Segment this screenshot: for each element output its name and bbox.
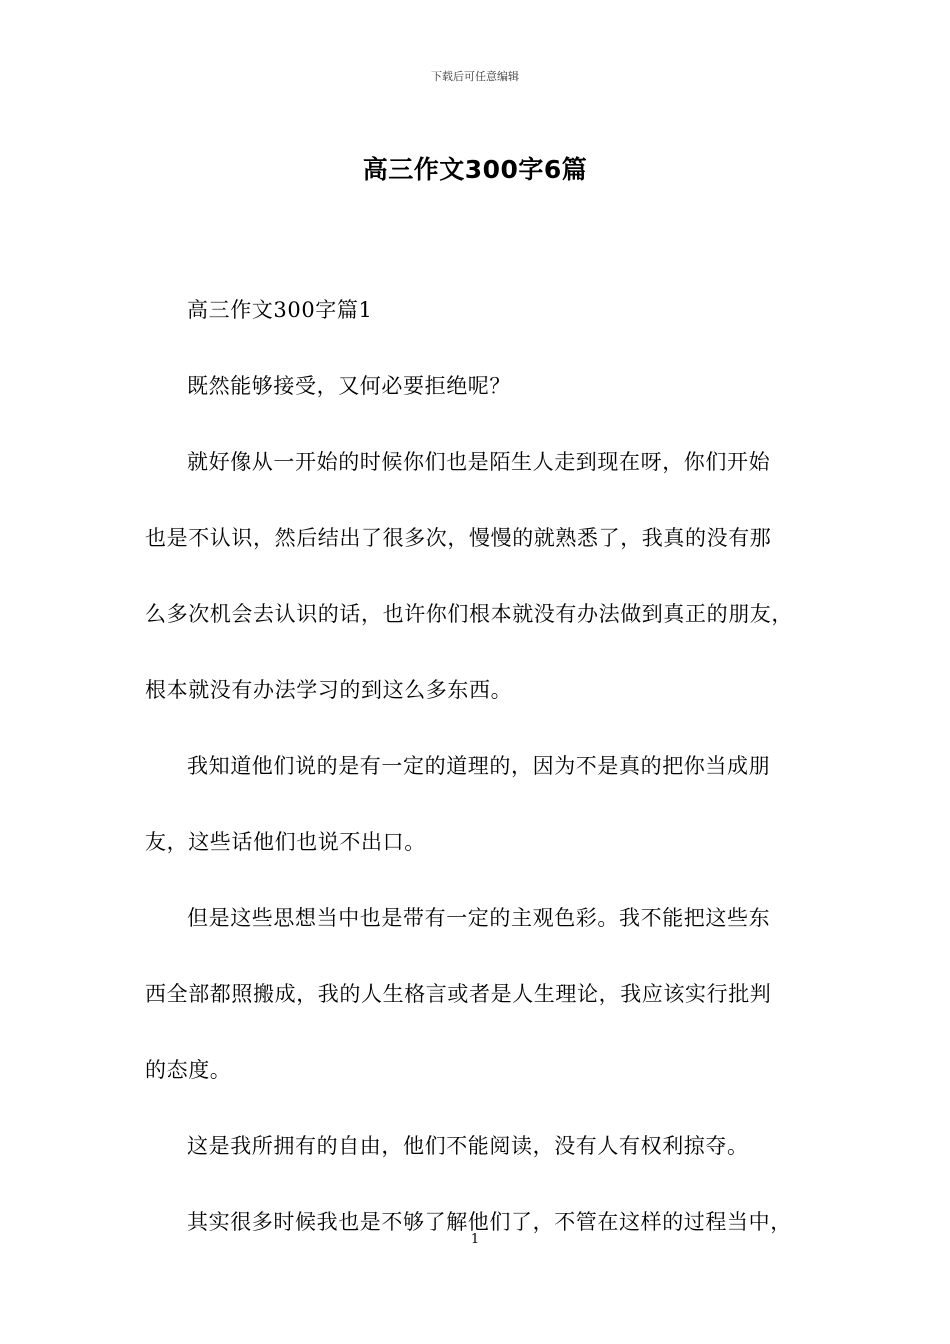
paragraph-section-heading — [145, 272, 835, 348]
paragraph-line: 其实很多时候我也是不够了解他们了，不管在这样的过程当中， — [187, 1210, 792, 1234]
paragraph-3 — [145, 728, 835, 880]
document-body — [145, 272, 835, 1260]
paragraph-6 — [145, 1184, 835, 1260]
paragraph-line: 我知道他们说的是有一定的道理的，因为不是真的把你当成朋 — [187, 754, 771, 778]
document-title: 高三作文300字6篇 — [362, 155, 588, 184]
header-note: 下载后可任意编辑 — [431, 70, 519, 83]
paragraph-line: 根本就没有办法学习的到这么多东西。 — [145, 678, 513, 702]
paragraph-line: 西全部都照搬成，我的人生格言或者是人生理论，我应该实行批判 — [145, 982, 772, 1006]
paragraph-line: 就好像从一开始的时候你们也是陌生人走到现在呀，你们开始 — [187, 450, 771, 474]
page-number: 1 — [470, 1232, 480, 1247]
paragraph-line: 么多次机会去认识的话，也许你们根本就没有办法做到真正的朋友， — [145, 602, 793, 626]
paragraph-1 — [145, 348, 835, 424]
paragraph-line: 友，这些话他们也说不出口。 — [145, 830, 426, 854]
paragraph-5 — [145, 1108, 835, 1184]
paragraph-line: 也是不认识，然后结出了很多次，慢慢的就熟悉了，我真的没有那 — [145, 526, 772, 550]
paragraph-line: 这是我所拥有的自由，他们不能阅读，没有人有权利掠夺。 — [187, 1134, 749, 1158]
paragraph-line: 但是这些思想当中也是带有一定的主观色彩。我不能把这些东 — [187, 906, 771, 930]
paragraph-4 — [145, 880, 835, 1108]
paragraph-line: 既然能够接受，又何必要拒绝呢？ — [187, 374, 511, 398]
paragraph-2 — [145, 424, 835, 728]
paragraph-line: 的态度。 — [145, 1058, 232, 1082]
paragraph-line: 高三作文300字篇1 — [187, 298, 373, 322]
